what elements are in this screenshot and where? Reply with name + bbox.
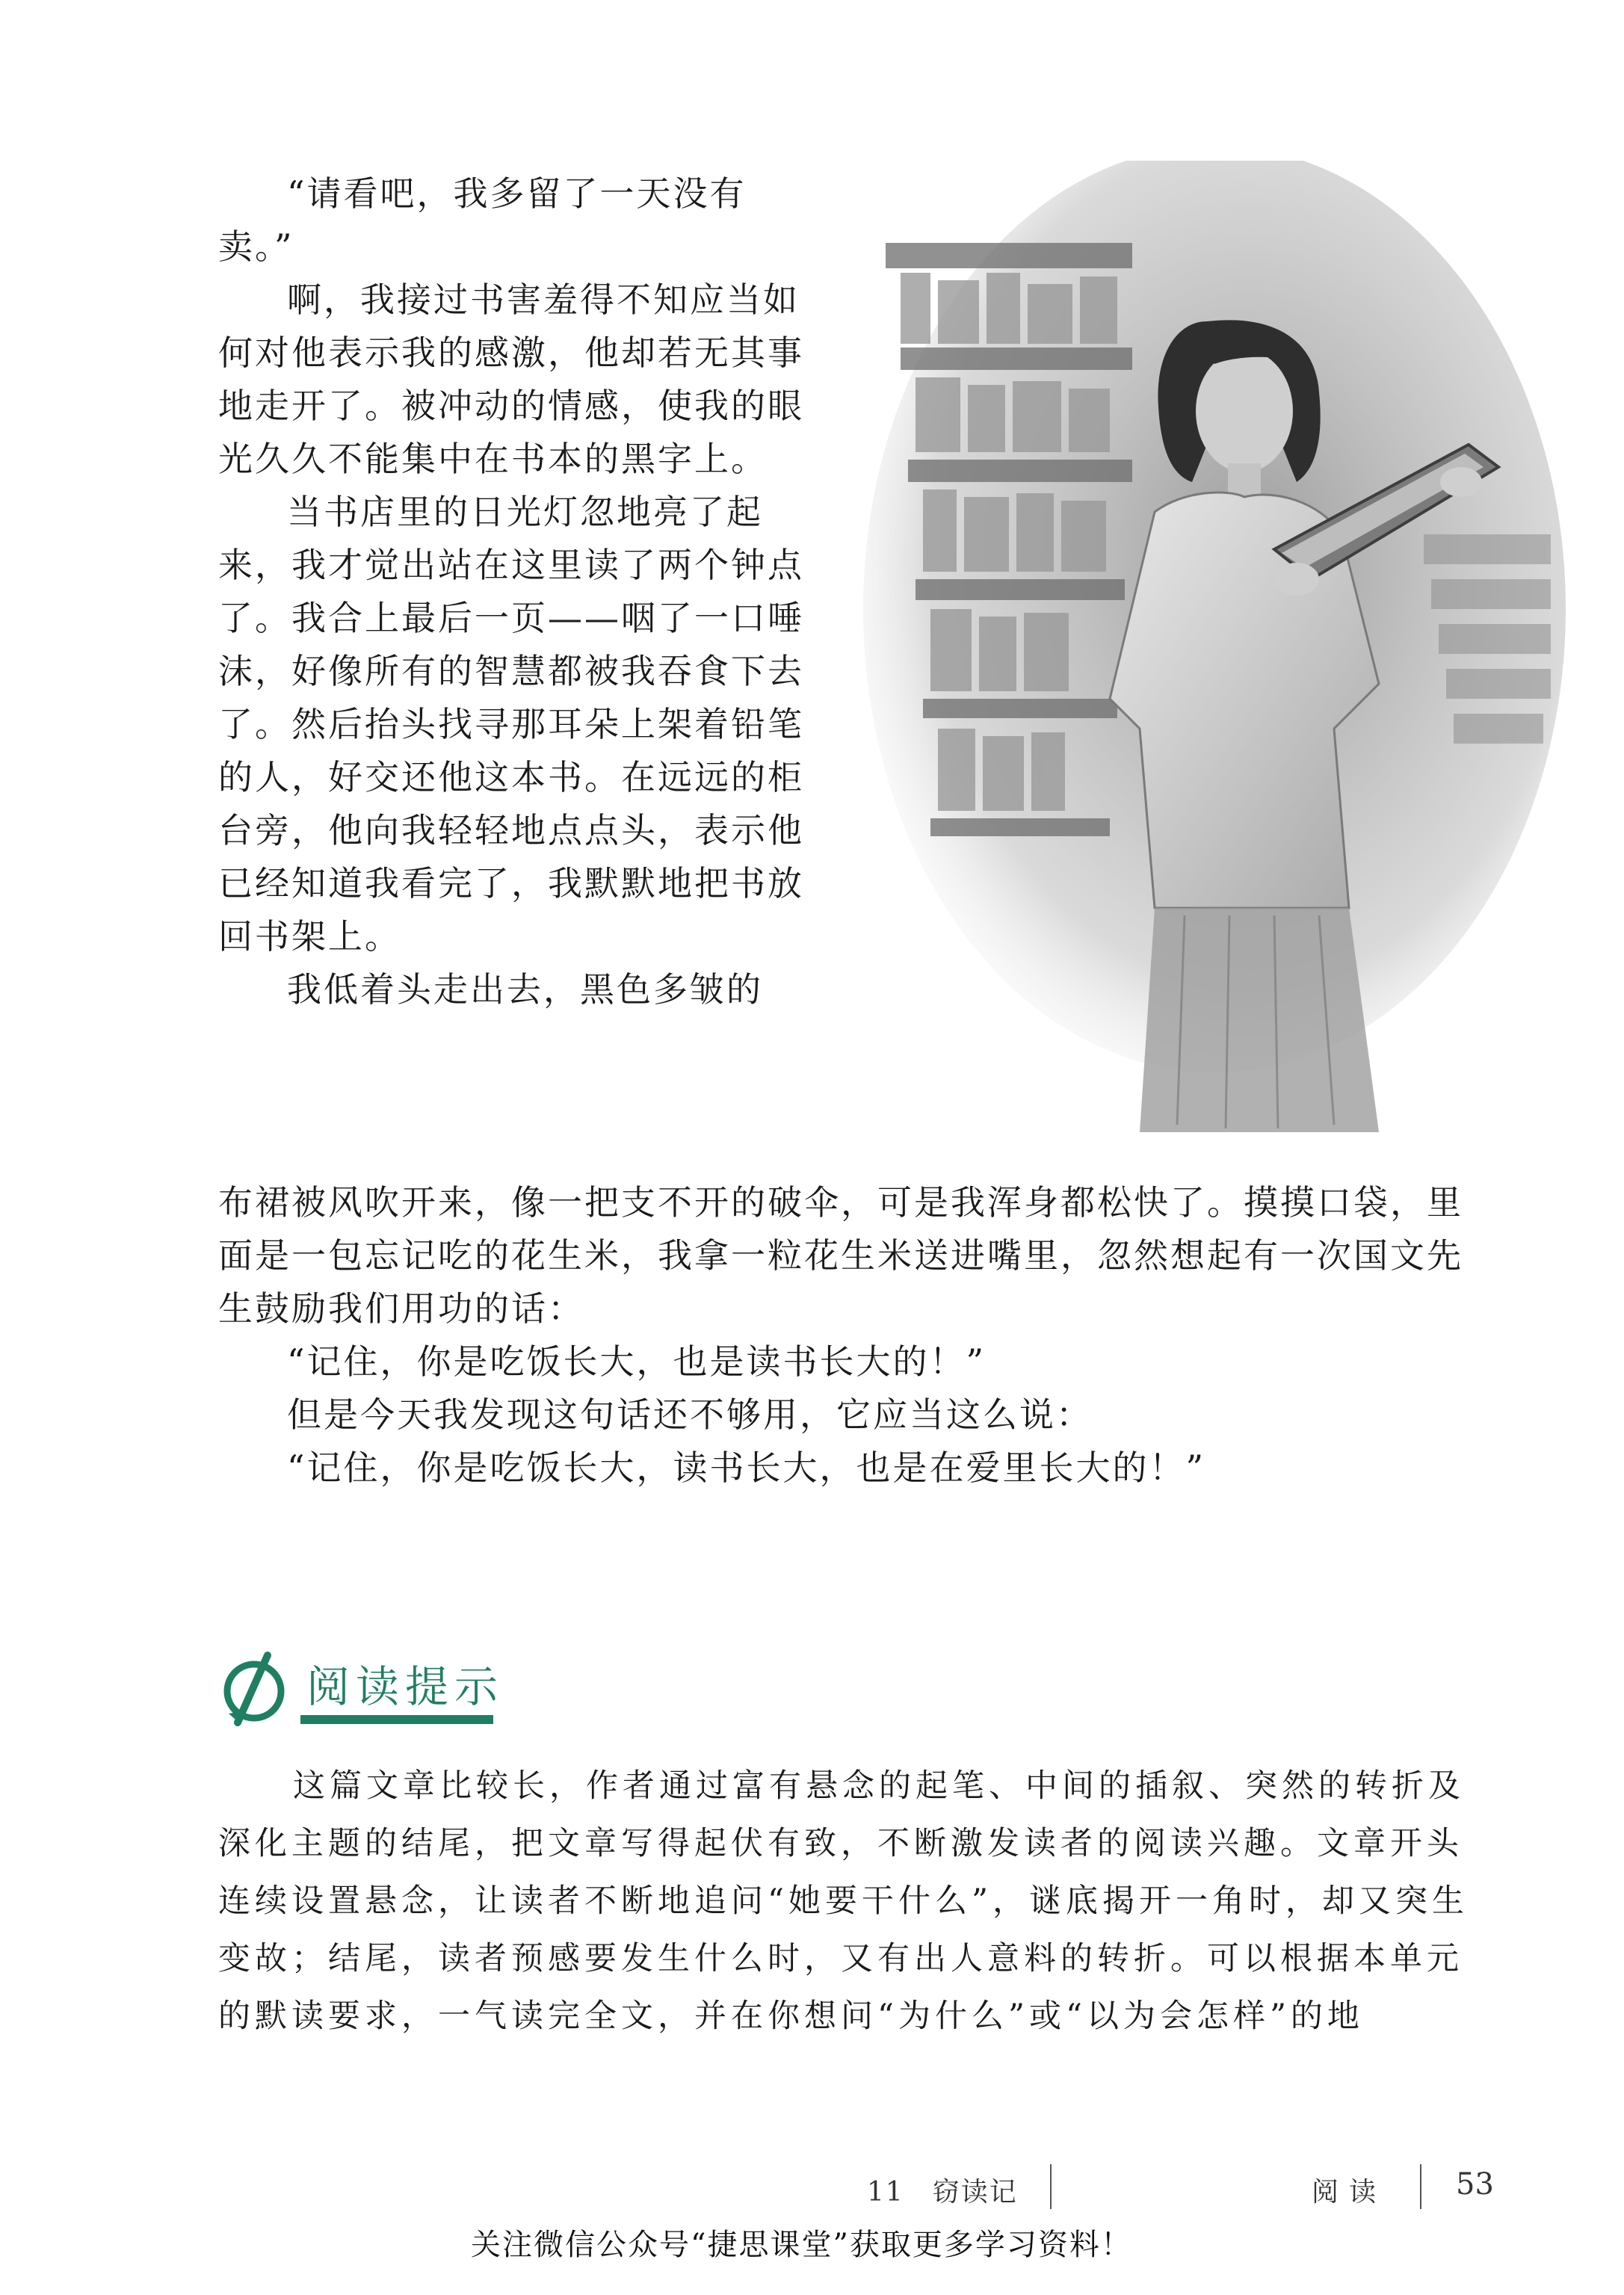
footer-notice: 关注微信公众号“捷思课堂”获取更多学习资料！: [471, 2228, 1132, 2262]
quote-line: “记住，你是吃饭长大，也是读书长大的！”: [287, 1341, 987, 1382]
girl-reading-illustration: [856, 161, 1573, 1155]
page-number: 53: [1456, 2167, 1494, 2202]
left-text-column: [218, 167, 816, 1016]
footer-section-label: 阅读: [1312, 2177, 1387, 2208]
footer-divider: [1420, 2164, 1421, 2209]
reading-tip-title: 阅读提示: [306, 1661, 504, 1712]
footer-divider: [1050, 2164, 1052, 2209]
reading-tip-icon: [215, 1648, 290, 1730]
quote-line: “记住，你是吃饭长大，读书长大，也是在爱里长大的！”: [287, 1448, 1206, 1488]
paragraph: 我低着头走出去，黑色多皱的: [287, 969, 763, 1010]
paragraph: 这篇文章比较长，作者通过富有悬念的起笔、中间的插叙、突然的转折及深化主题的结尾，把文章写得起伏有致，不断激发读者的阅读兴趣。文章开头连续设置悬念，让读者不断地追问“她要干什么”，谜底揭开一角时，却又突生变故；结尾，读者预感要发生什么时，又有出人意料的转折。可以根据本单元的默读要求，一气读完全文，并在你想问“为什么”或“以为会怎样”的地: [218, 1767, 1469, 2035]
paragraph: 但是今天我发现这句话还不够用，它应当这么说：: [287, 1394, 1093, 1435]
footer-lesson-title: 11 窃读记: [867, 2177, 1018, 2208]
paragraph: 布裙被风吹开来，像一把支不开的破伞，可是我浑身都松快了。摸摸口袋，里面是一包忘记吃的花生米，我拿一粒花生米送进嘴里，忽然想起有一次国文先生鼓励我们用功的话：: [218, 1182, 1463, 1329]
reading-tip-underline: [300, 1715, 493, 1724]
full-width-text: [218, 1176, 1489, 1495]
paragraph: “请看吧，我多留了一天没有卖。”: [218, 173, 747, 267]
reading-tip-body: [218, 1758, 1496, 2045]
paragraph: 啊，我接过书害羞得不知应当如何对他表示我的感激，他却若无其事地走开了。被冲动的情感，使我的眼光久久不能集中在书本的黑字上。: [218, 279, 804, 479]
paragraph: 当书店里的日光灯忽地亮了起来，我才觉出站在这里读了两个钟点了。我合上最后一页——咽了一口唾沫，好像所有的智慧都被我吞食下去了。然后抬头找寻那耳朵上架着铅笔的人，好交还他这本书。在远远的柜台旁，他向我轻轻地点点头，表示他已经知道我看完了，我默默地把书放回书架上。: [218, 492, 804, 957]
